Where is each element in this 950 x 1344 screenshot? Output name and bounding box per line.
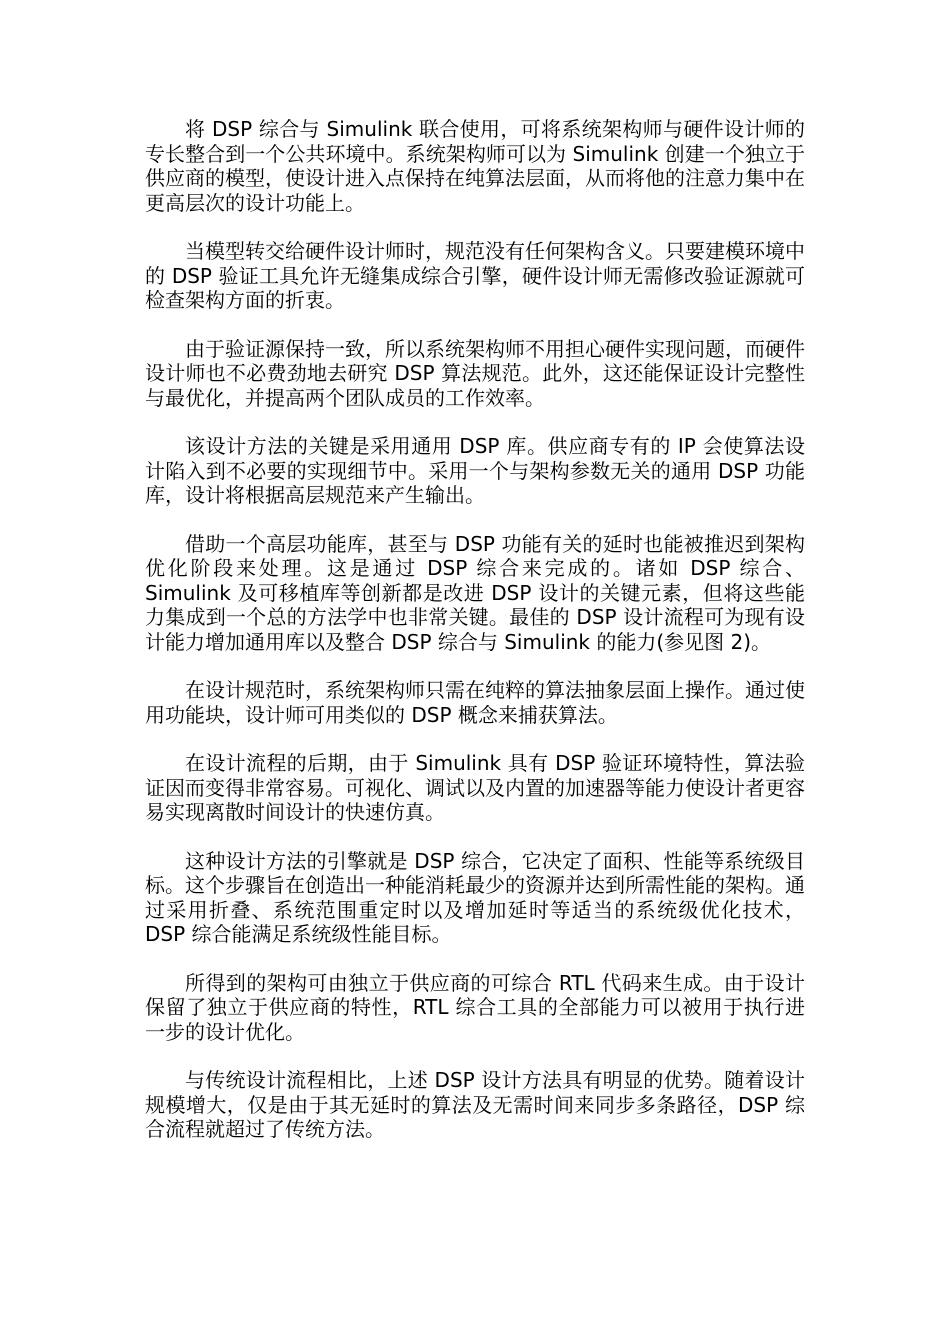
paragraph-2: 当模型转交给硬件设计师时，规范没有任何架构含义。只要建模环境中的 DSP 验证工具允许无缝集成综合引擎，硬件设计师无需修改验证源就可检查架构方面的折衷。 <box>145 239 805 312</box>
paragraph-8: 这种设计方法的引擎就是 DSP 综合，它决定了面积、性能等系统级目标。这个步骤旨在创造出一种能消耗最少的资源并达到所需性能的架构。通过采用折叠、系统范围重定时以及增加延时等适当的系统级优化技术，DSP 综合能满足系统级性能目标。 <box>145 848 805 946</box>
paragraph-10: 与传统设计流程相比，上述 DSP 设计方法具有明显的优势。随着设计规模增大，仅是由于其无延时的算法及无需时间来同步多条路径，DSP 综合流程就超过了传统方法。 <box>145 1068 805 1141</box>
document-body <box>145 117 805 1166</box>
paragraph-5: 借助一个高层功能库，甚至与 DSP 功能有关的延时也能被推迟到架构优化阶段来处理。这是通过 DSP 综合来完成的。诸如 DSP 综合、Simulink 及可移植库等创新都是改进 DSP 设计的关键元素，但将这些能力集成到一个总的方法学中也非常关键。最佳的 DSP 设计流程可为现有设计能力增加通用库以及整合 DSP 综合与 Simulink 的能力(参见图 2)。 <box>145 531 805 654</box>
paragraph-4: 该设计方法的关键是采用通用 DSP 库。供应商专有的 IP 会使算法设计陷入到不必要的实现细节中。采用一个与架构参数无关的通用 DSP 功能库，设计将根据高层规范来产生输出。 <box>145 434 805 507</box>
paragraph-1: 将 DSP 综合与 Simulink 联合使用，可将系统架构师与硬件设计师的专长整合到一个公共环境中。系统架构师可以为 Simulink 创建一个独立于供应商的模型，使设计进入点保持在纯算法层面，从而将他的注意力集中在更高层次的设计功能上。 <box>145 117 805 215</box>
paragraph-6: 在设计规范时，系统架构师只需在纯粹的算法抽象层面上操作。通过使用功能块，设计师可用类似的 DSP 概念来捕获算法。 <box>145 678 805 727</box>
paragraph-7: 在设计流程的后期，由于 Simulink 具有 DSP 验证环境特性，算法验证因而变得非常容易。可视化、调试以及内置的加速器等能力使设计者更容易实现离散时间设计的快速仿真。 <box>145 751 805 824</box>
paragraph-3: 由于验证源保持一致，所以系统架构师不用担心硬件实现问题，而硬件设计师也不必费劲地去研究 DSP 算法规范。此外，这还能保证设计完整性与最优化，并提高两个团队成员的工作效率。 <box>145 336 805 410</box>
paragraph-9: 所得到的架构可由独立于供应商的可综合 RTL 代码来生成。由于设计保留了独立于供应商的特性，RTL 综合工具的全部能力可以被用于执行进一步的设计优化。 <box>145 970 805 1044</box>
